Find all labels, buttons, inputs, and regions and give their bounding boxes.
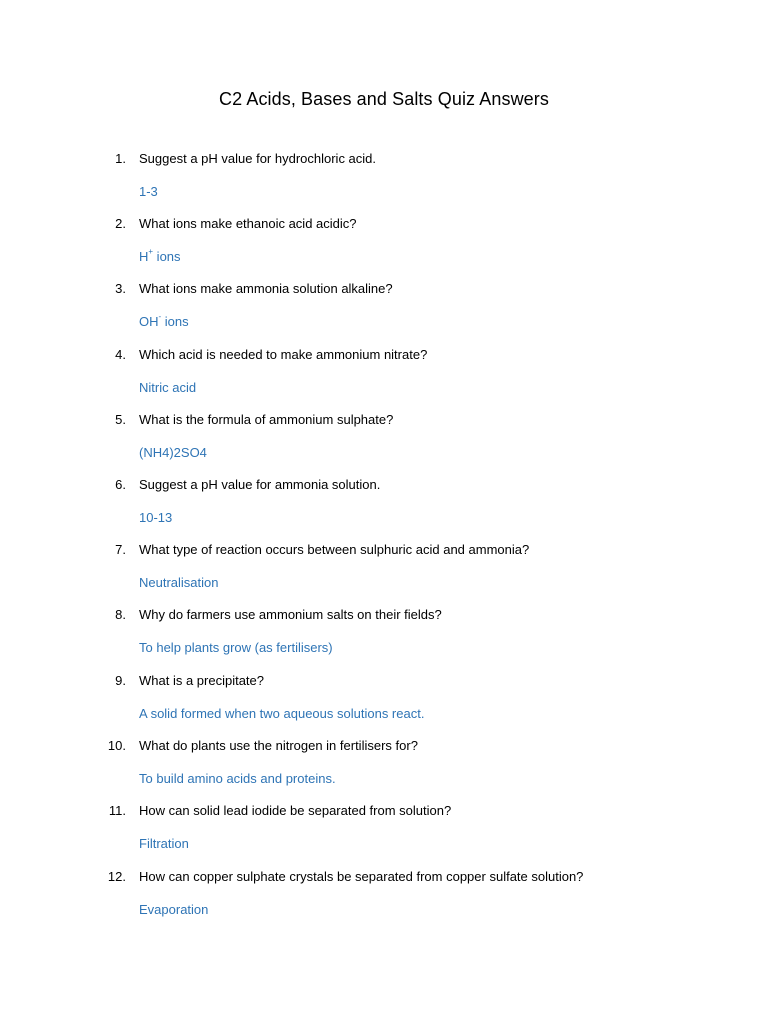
quiz-item-2 [0,216,768,276]
item-number: 10. [107,738,126,753]
answer-text: 10-13 [139,510,173,525]
answer-suffix: ions [153,249,181,264]
question-text: What do plants use the nitrogen in fertilisers for? [139,738,418,753]
answer-text: Nitric acid [139,380,197,395]
item-number: 8. [115,607,126,622]
question-text: What is the formula of ammonium sulphate? [139,412,394,427]
item-number: 12. [107,869,126,884]
question-text: What type of reaction occurs between sulphuric acid and ammonia? [139,542,530,557]
answer-base: H [139,249,149,264]
quiz-item-7 [0,542,768,602]
item-number: 9. [115,673,126,688]
quiz-item-3 [0,281,768,341]
quiz-item-12 [0,869,768,929]
question-text: Why do farmers use ammonium salts on their fields? [139,607,442,622]
answer-text: Evaporation [139,902,209,917]
answer-text: 1-3 [139,184,158,199]
answer-base: OH [139,314,159,329]
item-number: 4. [115,347,126,362]
answer-text [139,314,189,329]
answer-text: Neutralisation [139,575,219,590]
item-number: 3. [115,281,126,296]
answer-text: To help plants grow (as fertilisers) [139,640,333,655]
item-number: 5. [115,412,126,427]
item-number: 6. [115,477,126,492]
question-text: How can solid lead iodide be separated from solution? [139,803,452,818]
answer-text [139,249,181,264]
page-title: C2 Acids, Bases and Salts Quiz Answers [219,89,549,109]
answer-superscript: + [148,247,154,256]
answer-superscript: - [158,312,162,321]
item-number: 2. [115,216,126,231]
question-text: What ions make ethanoic acid acidic? [139,216,357,231]
question-text: What is a precipitate? [139,673,265,688]
question-text: Which acid is needed to make ammonium nitrate? [139,347,428,362]
quiz-item-10 [0,738,768,798]
quiz-item-11 [0,803,768,863]
item-number: 7. [115,542,126,557]
quiz-item-4 [0,347,768,407]
answer-text: (NH4)2SO4 [139,445,207,460]
question-text: What ions make ammonia solution alkaline? [139,281,393,296]
quiz-item-5 [0,412,768,472]
quiz-item-1 [0,151,768,211]
question-text: Suggest a pH value for hydrochloric acid. [139,151,377,166]
answer-text: A solid formed when two aqueous solutions react. [139,706,425,721]
quiz-item-9 [0,673,768,733]
answer-text: Filtration [139,836,189,851]
item-number: 11. [108,803,126,818]
answer-text: To build amino acids and proteins. [139,771,336,786]
quiz-item-6 [0,477,768,537]
answer-suffix: ions [161,314,189,329]
question-text: Suggest a pH value for ammonia solution. [139,477,381,492]
question-text: How can copper sulphate crystals be separated from copper sulfate solution? [139,869,584,884]
item-number: 1. [115,151,126,166]
quiz-item-8 [0,607,768,667]
